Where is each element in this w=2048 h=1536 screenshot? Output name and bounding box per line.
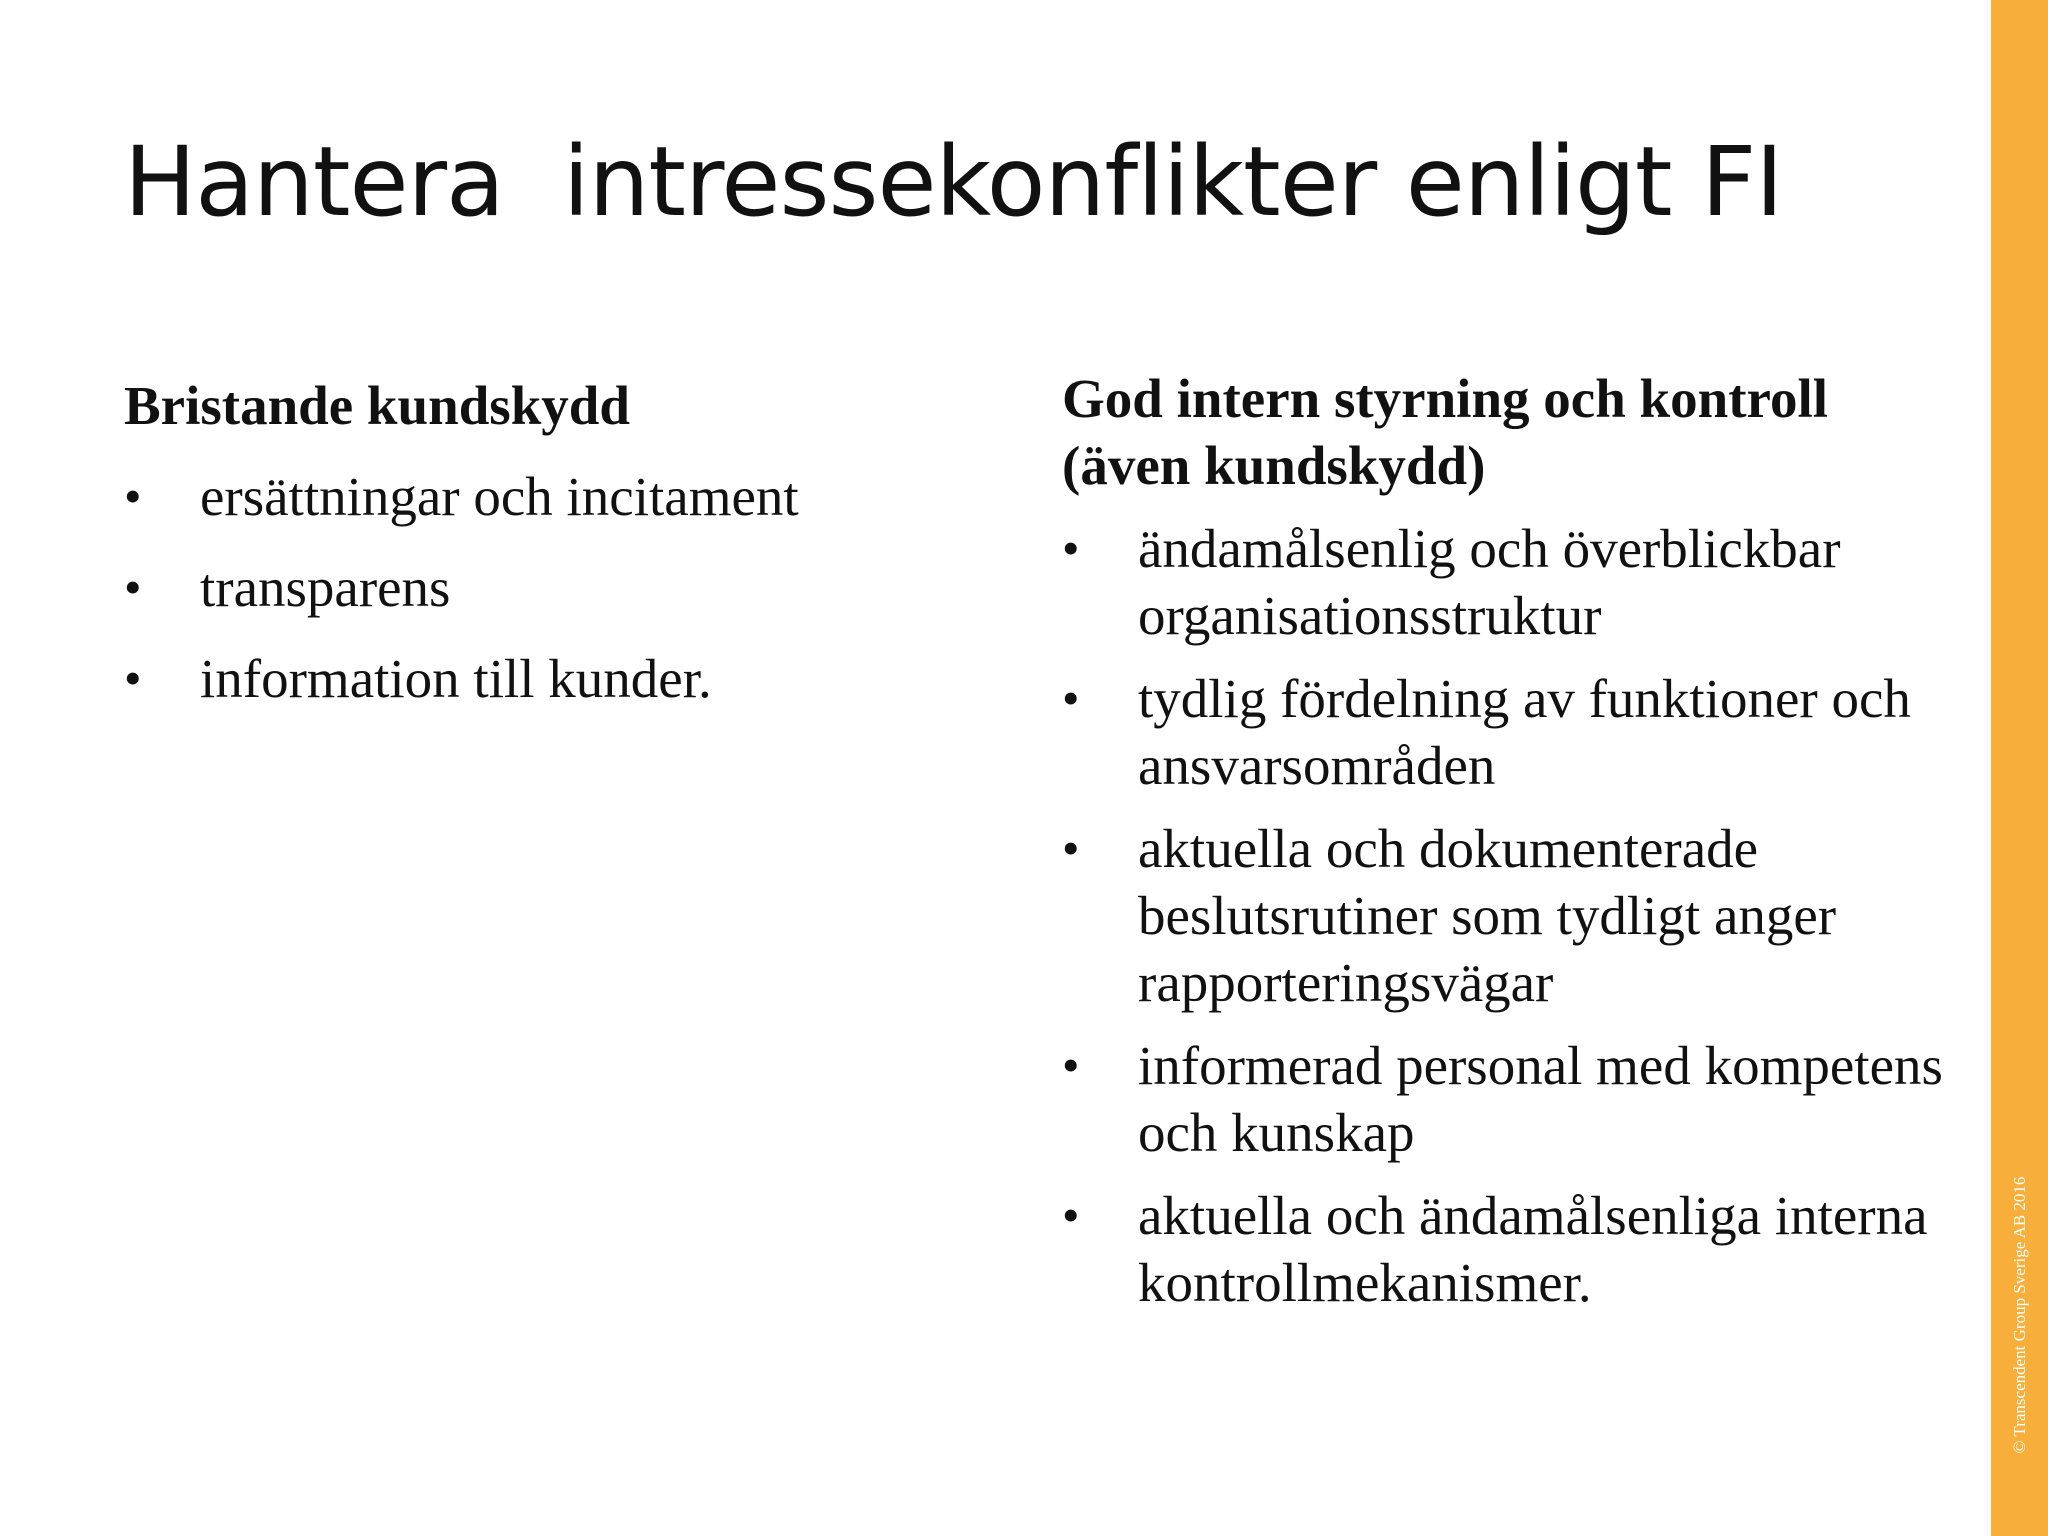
left-list-item-text: information till kunder. [200,648,712,709]
left-list-item [124,463,1004,530]
right-list-item [1062,515,1962,649]
right-heading [1062,365,1962,499]
accent-side-bar [1991,0,2048,1536]
bullet-icon: • [1062,820,1080,876]
left-column [124,372,1004,712]
right-list-item [1062,815,1962,1016]
bullet-icon: • [1062,520,1080,576]
right-list-item-text: informerad personal med kompetens och kunskap [1138,1035,1943,1163]
slide-title: Hantera intressekonflikter enligt FI [124,126,1783,238]
right-list-item-text: aktuella och ändamålsenliga interna kontrollmekanismer. [1138,1185,1928,1313]
bullet-icon: • [1062,1187,1080,1243]
bullet-icon: • [124,468,142,524]
bullet-icon: • [1062,1037,1080,1093]
bullet-icon: • [124,559,142,615]
copyright-notice: © Transcendent Group Sverige AB 2016 [2009,1176,2029,1454]
left-list-item [124,645,1004,712]
right-heading-line-1: God intern styrning och kontroll [1062,368,1829,429]
right-list-item-text: ändamålsenlig och överblickbar organisationsstruktur [1138,518,1841,646]
left-list-item-text: ersättningar och incitament [200,466,799,527]
right-list-item-text: tydlig fördelning av funktioner och ansvarsområden [1138,668,1911,796]
left-list-item-text: transparens [200,557,451,618]
bullet-icon: • [1062,670,1080,726]
left-bullet-list [124,463,1004,712]
right-bullet-list [1062,515,1962,1316]
right-list-item [1062,1182,1962,1316]
left-heading: Bristande kundskydd [124,375,630,436]
right-list-item [1062,665,1962,799]
left-list-item [124,554,1004,621]
bullet-icon: • [124,650,142,706]
right-column [1062,365,1962,1316]
right-list-item [1062,1032,1962,1166]
right-list-item-text: aktuella och dokumenterade beslutsrutiner som tydligt anger rapporteringsvägar [1138,818,1837,1013]
right-heading-line-2: (även kundskydd) [1062,435,1486,496]
